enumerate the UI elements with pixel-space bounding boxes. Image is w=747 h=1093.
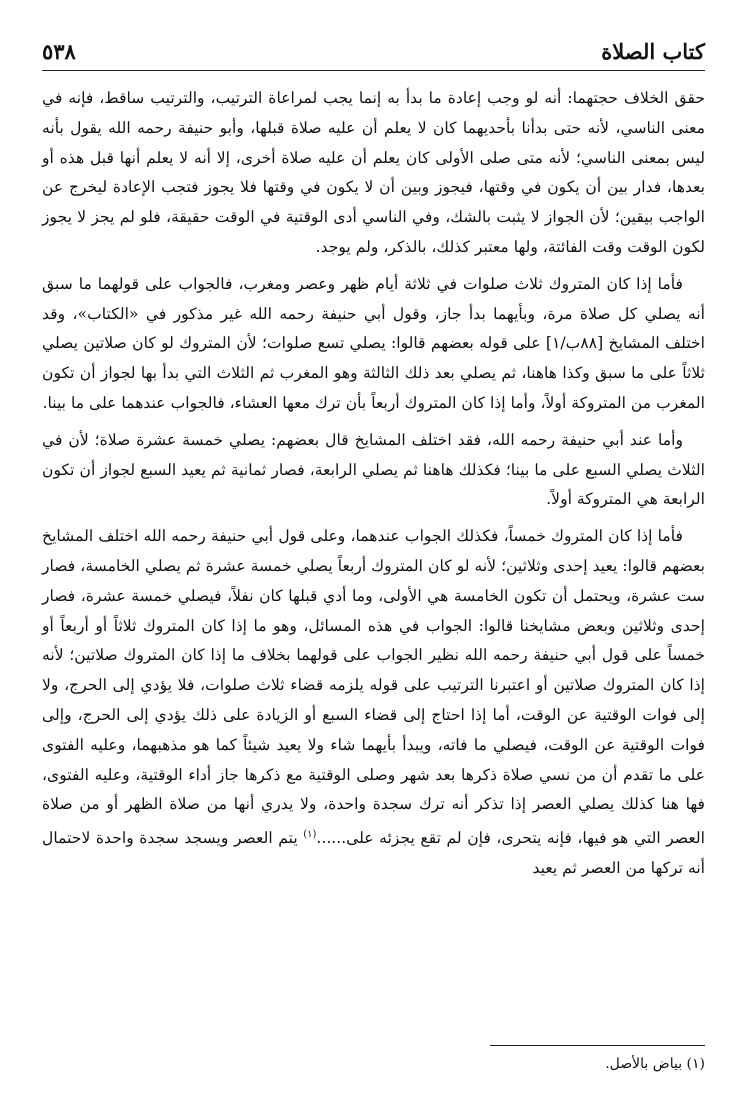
- paragraph-4: [42, 522, 705, 884]
- paragraph-3: وأما عند أبي حنيفة رحمه الله، فقد اختلف المشايخ قال بعضهم: يصلي خمسة عشرة صلاة؛ لأن في الثلاث يصلي السبع على ما بينا؛ فكذلك هاهنا ثم يصلي الرابعة، فصار ثمانية ثم يعيد السبع لجواز أن تكون الرابعة هي المتروكة أولاً.: [42, 430, 705, 509]
- main-text: [42, 84, 705, 891]
- chapter-title: كتاب الصلاة: [601, 38, 705, 64]
- footnote-marker: (١): [303, 829, 317, 841]
- page-header: [42, 34, 705, 68]
- paragraph-1: حقق الخلاف حجتهما: أنه لو وجب إعادة ما بدأ به إنما يجب لمراعاة الترتيب، والترتيب ساقط، فإنه في معنى الناسي، لأنه حتى بدأنا بأحديهما كان لا يعلم أن عليه صلاة قبلها، وأبو حنيفة رحمه الله يقول بأنه ليس بمعنى الناسي؛ لأنه متى صلى الأولى كان يعلم أن عليه صلاة أخرى، إلا أنه لا يعلم أنها قبل هذه أو بعدها، فدار بين أن يكون في وقتها، فيجوز وبين أن لا يكون في وقتها فلا يجوز فتجب الإعادة ليخرج عن الواجب بيقين؛ لأن الجواز لا يثبت بالشك، وفي الناسي أدى الوقتية في الوقت حقيقة، فلو لم يجز لا يجوز لكون الوقت وقت الفائتة، ولها معتبر كذلك، بالذكر، ولم يوجد.: [42, 89, 705, 256]
- paragraph-4-body: فأما إذا كان المتروك خمساً، فكذلك الجواب عندهما، وعلى قول أبي حنيفة رحمه الله اختلف المشايخ بعضهم قالوا: يعيد إحدى وثلاثين؛ لأنه لو كان المتروك أربعاً يصلي خمسة عشرة ثم يصلي الخامسة، فصار ست عشرة، ويحتمل أن تكون الخامسة هي الأولى، وما أدي قبلها كان نفلاً، فيصلي خمسة عشرة، فصار إحدى وثلاثين وبعض مشايخنا قالوا: الجواب في هذه المسائل، وهو ما إذا كان المتروك ثلاثاً أو أربعاً أو خمساً على قول أبي حنيفة رحمه الله نظير الجواب على قولهما بخلاف ما إذا كان المتروك صلاتين؛ لأنه إذا كان المتروك صلاتين أو اعتبرنا الترتيب على قوله يلزمه قضاء ثلاث صلوات، فلا يؤدي إلى الحرج، ولا إلى فوات الوقتية عن الوقت، أما إذا احتاج إلى قضاء السبع أو الزيادة على ذلك يؤدي إلى الحرج، وإلى فوات الوقتية عن الوقت، فيصلي ما فاته، ويبدأ بأيهما شاء ولا يعيد شيئاً كما هو مذهبهما، وعليه الفتوى على ما تقدم أن من نسي صلاة ذكرها بعد شهر وصلى الوقتية مع ذكرها جاز أداء الوقتية، وعليه الفتوى، فها هنا كذلك يصلي العصر إذا تذكر أنه ترك سجدة واحدة، ولا يدري أنها من صلاة الظهر أو من صلاة العصر التي هو فيها، فإنه يتحرى، فإن لم تقع يجزئه على......: [42, 527, 705, 848]
- header-rule: [42, 70, 705, 71]
- paragraph-2: فأما إذا كان المتروك ثلاث صلوات في ثلاثة أيام ظهر وعصر ومغرب، فالجواب على قولهما ما سبق أنه يصلي كل صلاة مرة، وبأيهما بدأ جاز، وقول أبي حنيفة رحمه الله غير مذكور في «الكتاب»، وقد اختلف المشايخ [٨٨ب/١] على قوله بعضهم قالوا: يصلي تسع صلوات؛ لأن المتروك لو كان صلاتين يصلي ثلاثاً على ما سبق وكذا هاهنا، ثم يصلي بعد ذلك الثالثة وهو المغرب ثم الثلاث التي بدأ بها لجواز أن تكون المغرب من المتروكة أولاً، وأما إذا كان المتروك أربعاً بأن ترك معها العشاء، فالجواب عندهما على ما بينا.: [42, 274, 705, 412]
- footnote: (١) بياض بالأصل.: [605, 1056, 705, 1072]
- document-page: [42, 0, 705, 1093]
- page-number: ٥٣٨: [42, 38, 76, 64]
- footnote-rule: [490, 1045, 705, 1046]
- paragraph-4-tail: يتم العصر ويسجد سجدة واحدة لاحتمال أنه تركها من العصر ثم يعيد: [42, 829, 705, 878]
